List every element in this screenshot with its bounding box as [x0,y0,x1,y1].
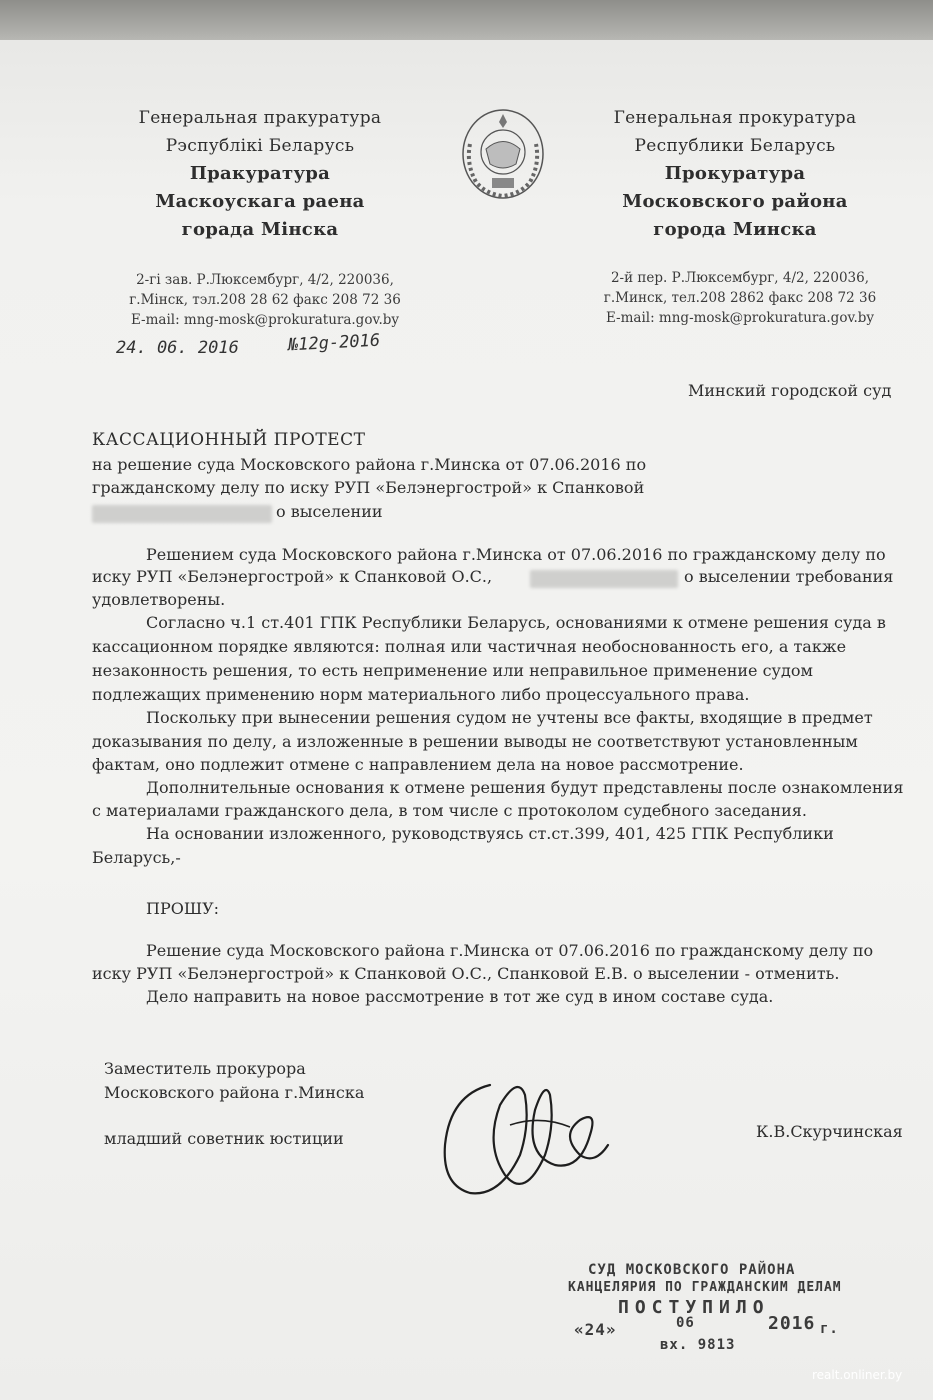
header-right-line2: Республики Беларусь [634,136,836,156]
header-left [110,104,410,244]
addressee: Минский городской суд [688,381,892,400]
header-right-line5: города Минска [653,219,817,240]
header-left-line1: Генеральная пракуратура [138,108,382,128]
stamp-received: ПОСТУПИЛО [618,1297,770,1318]
header-right-addr2: г.Минск, тел.208 2862 факс 208 72 36 [603,290,877,306]
p1-line2a: иску РУП «Белэнергострой» к Спанковой О.С., [92,567,493,586]
handwritten-number: №12g-2016 [287,330,381,356]
header-left-addr1: 2-гі зав. Р.Люксембург, 4/2, 220036, [136,272,394,288]
photo-background-top [0,0,933,42]
stamp-incoming-number: вх. 9813 [660,1337,736,1353]
header-left-addr3: E-mail: mng-mosk@prokuratura.gov.by [130,312,400,328]
p2-line3: незаконность решения, то есть неприменение или неправильное применение судом [92,661,813,680]
header-left-address [100,270,430,330]
header-left-line3: Пракуратура [189,163,331,184]
stamp-office: КАНЦЕЛЯРИЯ ПО ГРАЖДАНСКИМ ДЕЛАМ [568,1280,842,1295]
header-right-address [575,268,905,328]
p2-line2: кассационном порядке являются: полная или частичная необоснованность его, а также [92,637,847,656]
header-right-line3: Прокуратура [664,163,806,184]
request-heading: ПРОШУ: [146,899,220,918]
header-left-line2: Рэспублікі Беларусь [165,136,355,156]
stamp-court: СУД МОСКОВСКОГО РАЙОНА [588,1262,796,1278]
watermark: realt.onliner.by [812,1368,903,1382]
coat-of-arms-emblem [456,104,550,202]
redacted-name-2 [530,570,678,588]
stamp-year: 2016 [768,1313,816,1334]
signatory-position-1: Заместитель прокурора [104,1059,306,1078]
p2-line4: подлежащих применению норм материального либо процессуального права. [92,685,750,704]
p3-line1: Поскольку при вынесении решения судом не учтены все факты, входящие в предмет [146,708,873,727]
title-line1: на решение суда Московского района г.Минска от 07.06.2016 по [92,455,647,474]
p5-line1: На основании изложенного, руководствуясь ст.ст.399, 401, 425 ГПК Республики [146,824,834,843]
signatory-rank: младший советник юстиции [104,1129,344,1148]
p6-line2: иску РУП «Белэнергострой» к Спанковой О.С., Спанковой Е.В. о выселении - отменить. [92,964,840,983]
signatory-name: К.В.Скурчинская [756,1122,903,1141]
p4-line2: с материалами гражданского дела, в том числе с протоколом судебного заседания. [92,801,807,820]
handwritten-date: 24. 06. 2016 [116,338,239,358]
p1-line1: Решением суда Московского района г.Минска от 07.06.2016 по гражданскому делу по [146,545,886,564]
p7-line1: Дело направить на новое рассмотрение в тот же суд в ином составе суда. [146,987,774,1006]
header-right [585,104,885,244]
signatory-position-2: Московского района г.Минска [104,1083,365,1102]
p5-line2: Беларусь,- [92,848,181,867]
title-line2: гражданскому делу по иску РУП «Белэнергострой» к Спанковой [92,478,645,497]
header-right-addr1: 2-й пер. Р.Люксембург, 4/2, 220036, [610,270,870,286]
header-left-addr2: г.Мінск, тэл.208 28 62 факс 208 72 36 [129,292,401,308]
p3-line3: фактам, оно подлежит отмене с направлением дела на новое рассмотрение. [92,755,744,774]
stamp-year-suffix: г. [820,1321,839,1337]
header-right-addr3: E-mail: mng-mosk@prokuratura.gov.by [605,310,875,326]
header-left-line4: Маскоускага раена [155,191,365,212]
p1-line3: удовлетворены. [92,590,226,609]
redacted-name-1 [92,505,272,523]
stamp-month: 06 [676,1315,695,1331]
p4-line1: Дополнительные основания к отмене решения будут представлены после ознакомления [146,778,904,797]
header-right-line1: Генеральная прокуратура [613,108,857,128]
p6-line1: Решение суда Московского района г.Минска от 07.06.2016 по гражданскому делу по [146,941,874,960]
p2-line1: Согласно ч.1 ст.401 ГПК Республики Беларусь, основаниями к отмене решения суда в [146,613,886,632]
handwritten-signature [430,1065,620,1205]
header-left-line5: горада Мінска [181,219,339,240]
stamp-day: «24» [574,1320,617,1339]
document-title: КАССАЦИОННЫЙ ПРОТЕСТ [92,430,366,450]
title-line3: о выселении [276,502,383,521]
p1-line2b: о выселении требования [684,567,894,586]
p3-line2: доказывания по делу, а изложенные в решении выводы не соответствуют установленным [92,732,858,751]
header-right-line4: Московского района [622,191,848,212]
